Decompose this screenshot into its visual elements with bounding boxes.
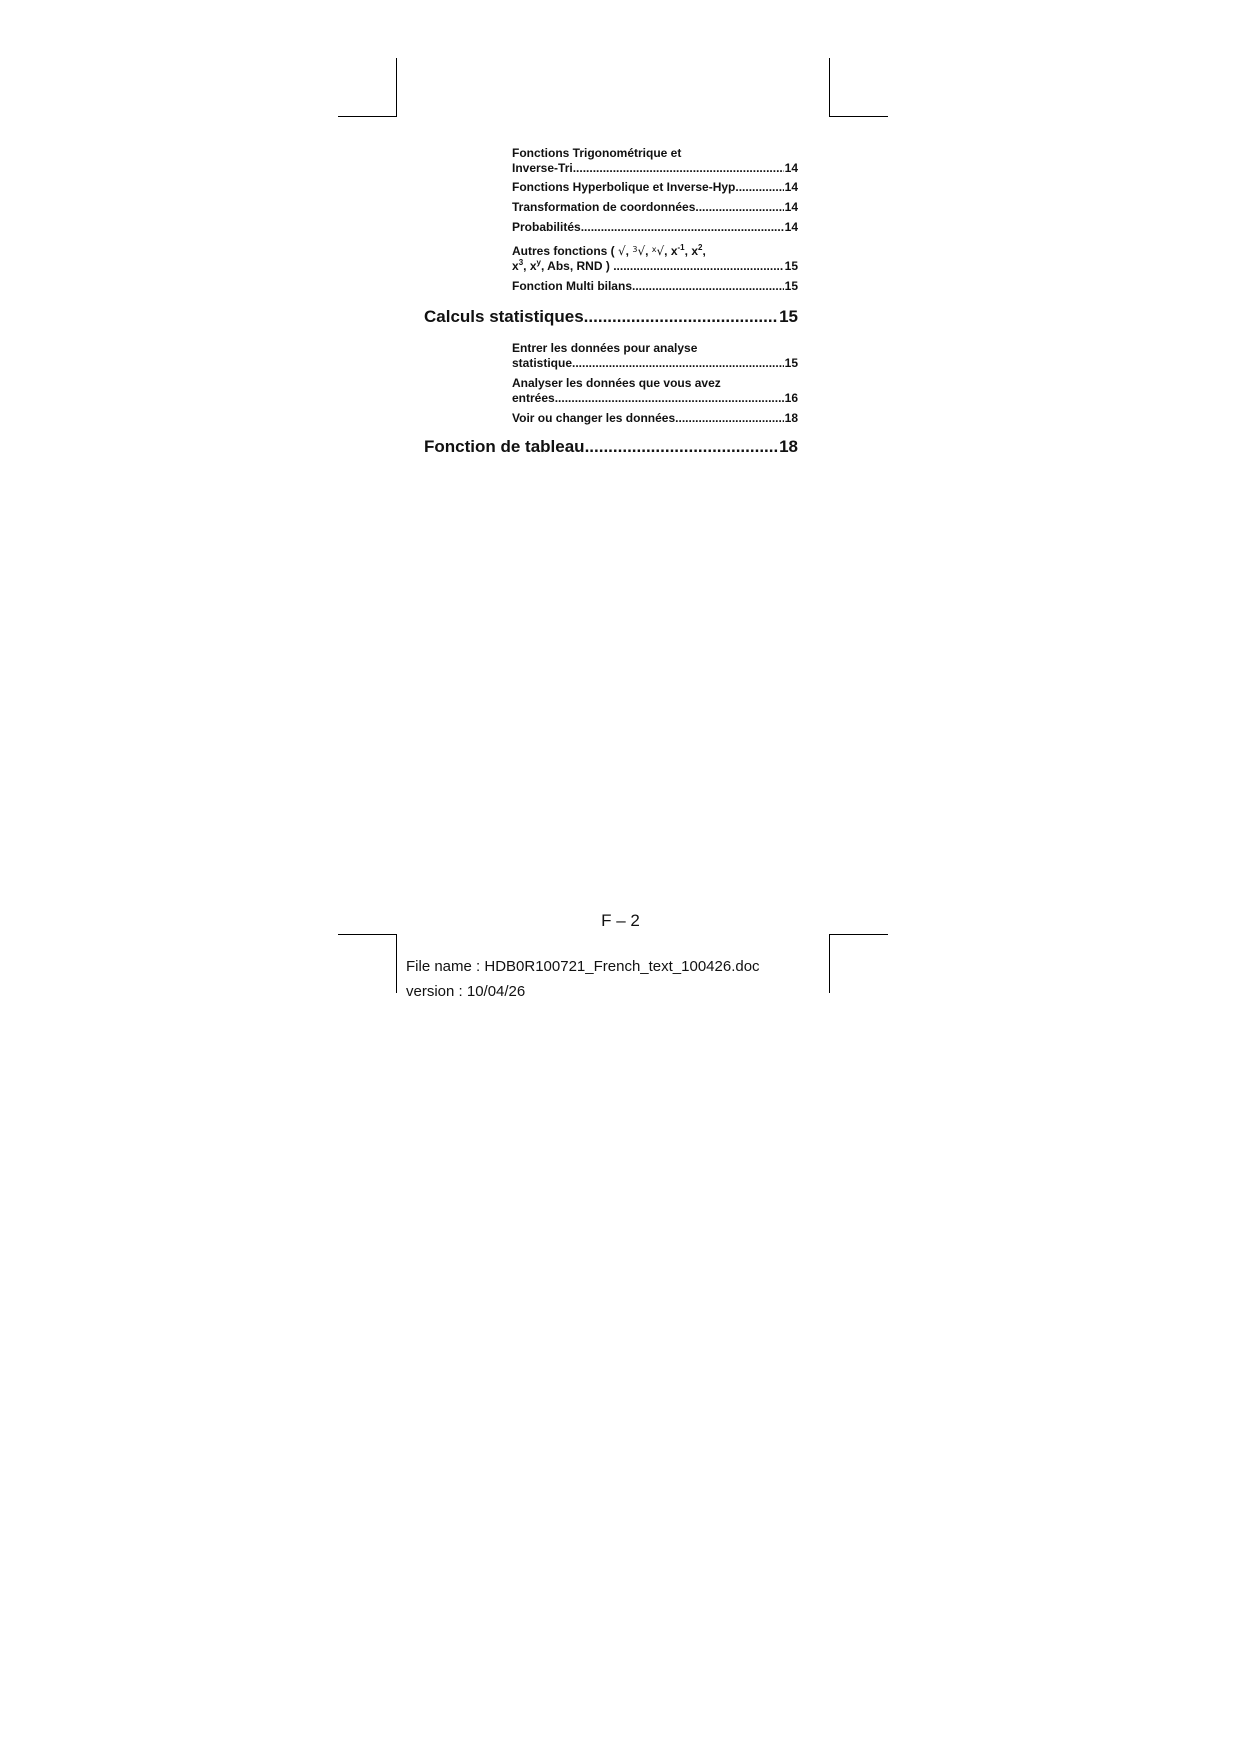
crop-mark-bottom-left-vertical <box>396 934 397 993</box>
crop-mark-top-right-horizontal <box>829 116 888 117</box>
toc-entry-trig <box>512 146 798 176</box>
toc-entry-title-line2: $x^3$, $x^y$, Abs, RND ) <box>512 258 610 273</box>
toc-entry-page: 15 <box>784 279 798 293</box>
toc-entry-other-functions <box>512 242 798 274</box>
toc-entry-page: 18 <box>784 411 798 425</box>
leader-dots <box>572 356 784 371</box>
toc-entry-title-line1: Autres fonctions ( √, $^3$√, $^x$√, $x^{-1}$, $x^2$, <box>512 243 706 258</box>
toc-entry-probabilities <box>512 220 798 235</box>
toc-group-2 <box>512 341 798 426</box>
toc-entry-enter-data <box>512 341 798 371</box>
toc-entry-page: 15 <box>784 356 798 370</box>
leader-dots <box>632 279 784 294</box>
crop-mark-bottom-left-horizontal <box>338 934 397 935</box>
toc-entry-hyperbolic <box>512 180 798 195</box>
leader-dots <box>573 161 784 176</box>
toc-entry-analyze-data <box>512 376 798 406</box>
toc-entry-title: Transformation de coordonnées <box>512 200 696 214</box>
leader-dots <box>695 200 783 215</box>
toc-entry-page: 14 <box>784 220 798 234</box>
toc-entry-page: 14 <box>784 200 798 214</box>
leader-dots <box>585 437 779 457</box>
leader-dots <box>735 180 783 195</box>
toc-section-page: 18 <box>779 437 798 456</box>
other-functions-suffix: , Abs, RND ) <box>540 259 610 273</box>
toc-entry-page: 15 <box>784 259 798 273</box>
toc-section-title: Fonction de tableau <box>424 437 585 456</box>
crop-mark-bottom-right-horizontal <box>829 934 888 935</box>
toc-entry-title-line2: Inverse-Tri <box>512 161 573 175</box>
x-cubed: $x^3$ <box>512 258 524 273</box>
page-number: F – 2 <box>601 911 640 930</box>
other-functions-prefix: Autres fonctions ( <box>512 244 615 258</box>
toc-entry-coordinates <box>512 200 798 215</box>
toc-section-page: 15 <box>779 307 798 326</box>
toc-entry-title: Probabilités <box>512 220 581 234</box>
toc-entry-page: 16 <box>784 391 798 405</box>
toc-entry-view-change-data <box>512 411 798 426</box>
cube-root-icon: $^3$√ <box>632 244 646 258</box>
nth-root-icon: $^x$√ <box>651 244 665 258</box>
crop-mark-bottom-right-vertical <box>829 934 830 993</box>
toc-entry-title-line1: Fonctions Trigonométrique et <box>512 146 682 160</box>
toc-section-table-function <box>424 437 798 457</box>
leader-dots <box>675 411 783 426</box>
x-inverse: $x^{-1}$ <box>670 243 685 258</box>
leader-dots <box>581 220 784 235</box>
toc-entry-title: Fonctions Hyperbolique et Inverse-Hyp <box>512 180 736 194</box>
crop-mark-top-left-vertical <box>396 58 397 117</box>
toc-entry-title-line1: Analyser les données que vous avez <box>512 376 721 390</box>
toc-entry-title: Voir ou changer les données <box>512 411 676 425</box>
toc-entry-multi-statement <box>512 279 798 294</box>
toc-entry-title: Fonction Multi bilans <box>512 279 632 293</box>
toc-entry-title-line2: statistique <box>512 356 573 370</box>
footer-version: version : 10/04/26 <box>406 983 526 1000</box>
toc-entry-title-line1: Entrer les données pour analyse <box>512 341 698 355</box>
x-power-y: $x^y$ <box>529 258 541 273</box>
x-squared: $x^2$ <box>691 243 703 258</box>
square-root-icon: √ <box>618 244 626 258</box>
toc-entry-page: 14 <box>784 180 798 194</box>
toc-entry-title-line2: entrées <box>512 391 555 405</box>
toc-section-title: Calculs statistiques <box>424 307 584 326</box>
toc-section-statistics <box>424 307 798 327</box>
crop-mark-top-left-horizontal <box>338 116 397 117</box>
leader-dots <box>613 259 783 274</box>
toc-group-1 <box>512 146 798 294</box>
toc-entry-page: 14 <box>784 161 798 175</box>
footer-file-name: File name : HDB0R100721_French_text_100426.doc <box>406 958 760 975</box>
leader-dots <box>584 307 778 327</box>
crop-mark-top-right-vertical <box>829 58 830 117</box>
leader-dots <box>555 391 784 406</box>
